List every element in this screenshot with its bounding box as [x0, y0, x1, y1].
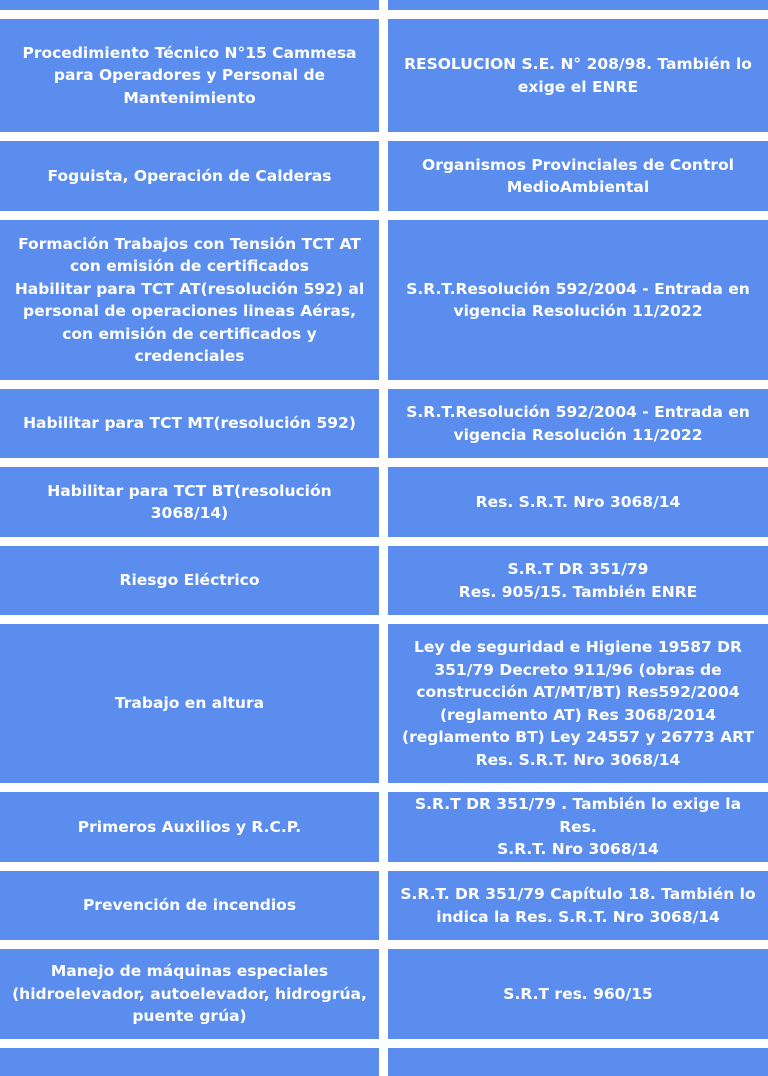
course-cell: Formación Trabajos con Tensión TCT AT con emisión de certificados Habilitar para TCT AT(resolución 592) al personal de operaciones lineas Aéras, con emisión de certificados y credenciales	[0, 220, 379, 380]
regulation-cell: RESOLUCION S.E. N° 208/98. También lo exige el ENRE	[388, 19, 768, 132]
regulation-cell: Organismos Provinciales de Control MedioAmbiental	[388, 141, 768, 211]
regulation-cell: Res. S.R.T. Nro 3068/14	[388, 467, 768, 537]
regulation-cell: Ley de seguridad e Higiene 19587 DR 351/79 Decreto 911/96 (obras de construcción AT/MT/BT) Res592/2004 (reglamento AT) Res 3068/2014 (reglamento BT) Ley 24557 y 26773 ART Res. S.R.T. Nro 3068/14	[388, 624, 768, 783]
regulation-cell: S.R.T.Resolución 592/2004 - Entrada en vigencia Resolución 11/2022	[388, 220, 768, 380]
course-cell: Procedimiento Técnico N°15 Cammesa para Operadores y Personal de Mantenimiento	[0, 19, 379, 132]
course-cell	[0, 1048, 379, 1076]
course-cell: Prevención de incendios	[0, 871, 379, 940]
regulation-cell: S.R.T DR 351/79 Res. 905/15. También ENRE	[388, 546, 768, 615]
course-cell: Habilitar para TCT BT(resolución 3068/14)	[0, 467, 379, 537]
regulation-cell: S.R.T.Resolución 592/2004 - Entrada en vigencia Resolución 11/2022	[388, 389, 768, 458]
course-cell: Habilitar para TCT MT(resolución 592)	[0, 389, 379, 458]
course-cell: Riesgo Eléctrico	[0, 546, 379, 615]
course-cell: Foguista, Operación de Calderas	[0, 141, 379, 211]
course-cell: Trabajo en altura	[0, 624, 379, 783]
regulation-cell	[388, 1048, 768, 1076]
regulation-cell: S.R.T. DR 351/79 Capítulo 18. También lo indica la Res. S.R.T. Nro 3068/14	[388, 871, 768, 940]
course-cell	[0, 0, 379, 10]
regulation-cell: S.R.T res. 960/15	[388, 949, 768, 1039]
regulation-cell	[388, 0, 768, 10]
course-cell: Manejo de máquinas especiales (hidroelevador, autoelevador, hidrogrúa, puente grúa)	[0, 949, 379, 1039]
regulation-cell: S.R.T DR 351/79 . También lo exige la Res. S.R.T. Nro 3068/14	[388, 792, 768, 862]
course-cell: Primeros Auxilios y R.C.P.	[0, 792, 379, 862]
